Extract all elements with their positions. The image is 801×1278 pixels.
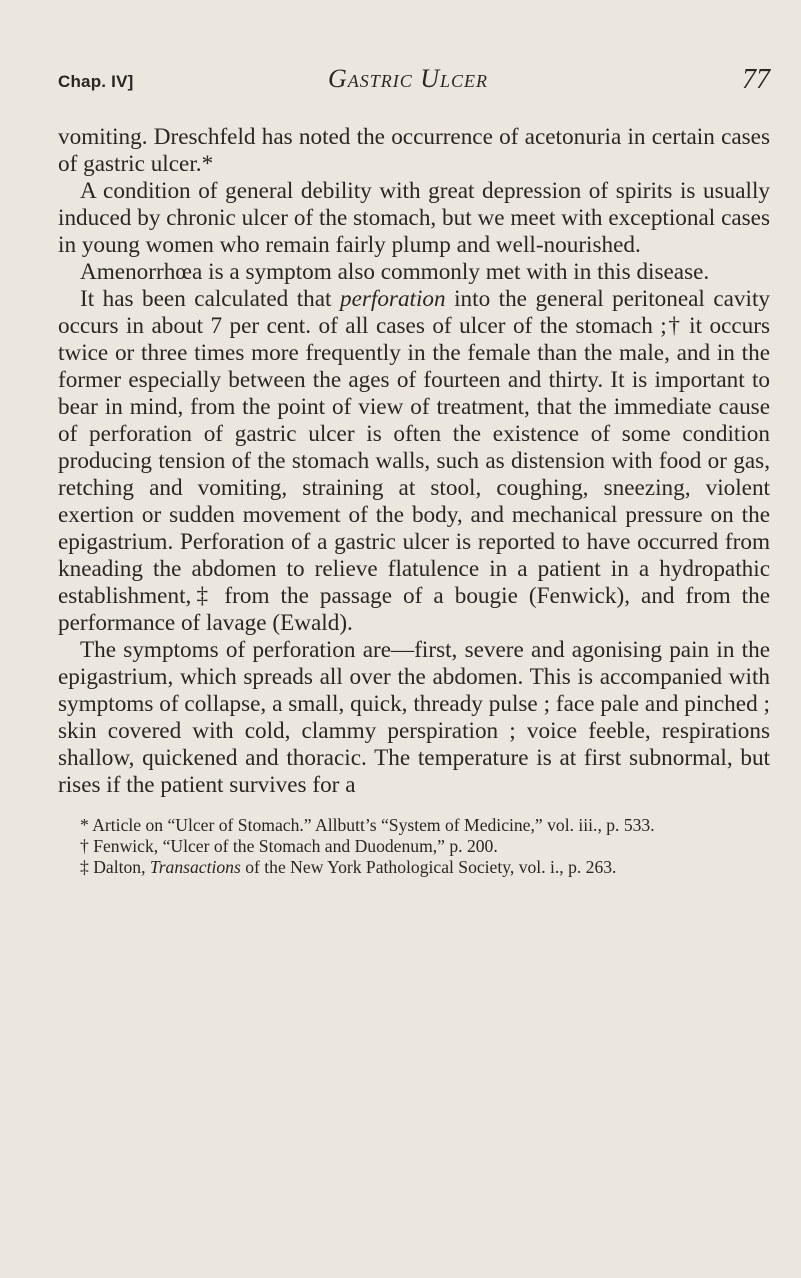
text-run: ‡ Dalton, (80, 857, 150, 877)
body-text (58, 124, 770, 799)
paragraph: Amenorrhœa is a symptom also commonly met with in this disease. (80, 259, 710, 285)
book-page (58, 66, 770, 878)
emphasis-transactions: Transactions (149, 857, 241, 877)
paragraph: vomiting. Dreschfeld has noted the occurrence of acetonuria in certain cases of gastric ulcer.* (58, 124, 770, 177)
text-run: into the general peritoneal cavity occurs in about 7 per cent. of all cases of ulcer of the stomach ;† it occurs twice or three times more frequently in the female than the male, and in the former especially between the ages of fourteen and thirty. It is important to bear in mind, from the point of view of treatment, that the immediate cause of perforation of gastric ulcer is often the existence of some condition producing tension of the stomach walls, such as distension with food or gas, retching and vomiting, straining at stool, coughing, sneezing, violent exertion or sudden movement of the body, and mechanical pressure on the epigastrium. Perforation of a gastric ulcer is reported to have occurred from kneading the abdomen to relieve flatulence in a patient in a hydropathic establishment,‡ from the passage of a bougie (Fenwick), and from the performance of lavage (Ewald). (58, 286, 770, 636)
text-run: It has been calculated that (80, 286, 340, 312)
chapter-label: Chap. IV] (58, 72, 134, 91)
text-run: of the New York Pathological Society, vol. i., p. 263. (240, 857, 617, 877)
footnote (58, 857, 770, 878)
paragraph: The symptoms of perforation are—first, severe and agonising pain in the epigastrium, which spreads all over the abdomen. This is accompanied with symptoms of collapse, a small, quick, thready pulse ; face pale and pinched ; skin covered with cold, clammy perspiration ; voice feeble, respirations shallow, quickened and thoracic. The temperature is at first subnormal, but rises if the patient survives for a (58, 637, 770, 798)
emphasis-perforation: perforation (339, 286, 446, 312)
footnote: * Article on “Ulcer of Stomach.” Allbutt’s “System of Medicine,” vol. iii., p. 533. (80, 815, 655, 835)
page-number: 77 (742, 64, 770, 95)
running-header (58, 66, 770, 106)
running-title: Gastric Ulcer (327, 64, 489, 93)
paragraph (58, 286, 770, 637)
footnotes (58, 815, 770, 878)
footnote: † Fenwick, “Ulcer of the Stomach and Duodenum,” p. 200. (80, 836, 498, 856)
paragraph: A condition of general debility with great depression of spirits is usually induced by chronic ulcer of the stomach, but we meet with exceptional cases in young women who remain fairly plump and well-nourished. (58, 178, 770, 258)
